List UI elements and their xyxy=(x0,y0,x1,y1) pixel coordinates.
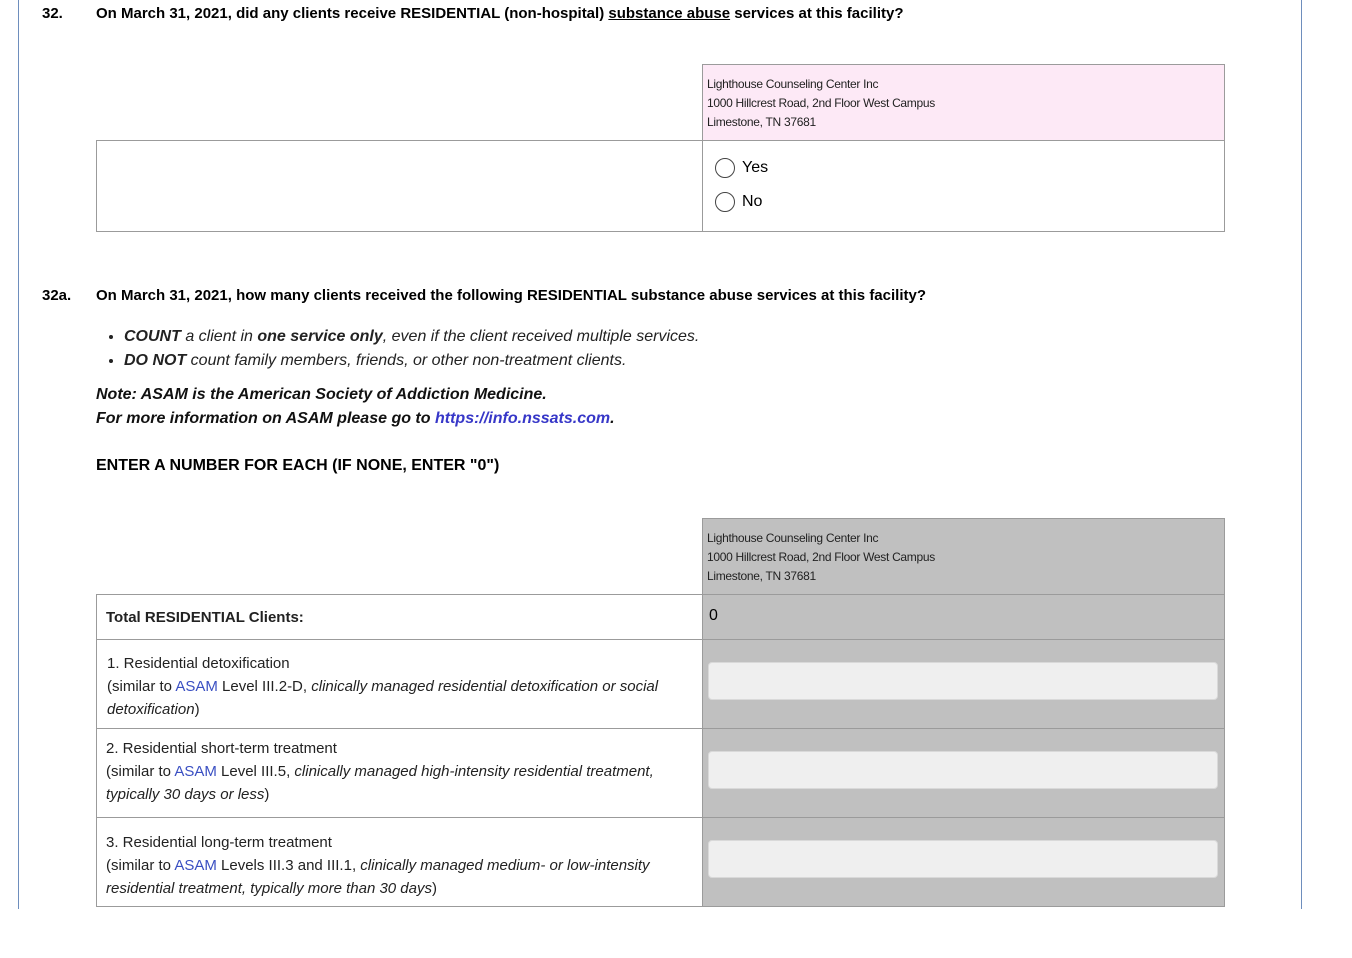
question-32-answer-cell xyxy=(702,140,1225,232)
asam-note-line2 xyxy=(96,407,615,431)
residential-long-term-input[interactable] xyxy=(708,840,1218,878)
facility-name: Lighthouse Counseling Center Inc xyxy=(707,77,879,91)
question-32-text xyxy=(96,5,904,22)
facility-address: 1000 Hillcrest Road, 2nd Floor West Campus xyxy=(707,96,935,110)
question-32-label-cell xyxy=(96,140,703,232)
substance-abuse-link[interactable]: substance abuse xyxy=(608,5,731,22)
radio-yes[interactable] xyxy=(715,158,768,178)
row3-italic: clinically managed medium- or low-intensity residential treatment, typically more than 30 days xyxy=(106,857,650,897)
count-bold: COUNT xyxy=(124,328,181,345)
radio-no[interactable] xyxy=(715,192,762,212)
residential-long-term-title: 3. Residential long-term treatment xyxy=(106,834,332,851)
question-32-prefix: On March 31, 2021, did any clients receive RESIDENTIAL (non-hospital) xyxy=(96,5,609,22)
question-32a-text: On March 31, 2021, how many clients received the following RESIDENTIAL substance abuse services at this facility? xyxy=(96,287,926,304)
residential-long-term-value-cell xyxy=(702,817,1225,907)
row3-level: Levels III.3 and III.1, xyxy=(216,857,361,874)
nssats-link[interactable]: https://info.nssats.com xyxy=(434,410,611,427)
residential-detox-value-cell xyxy=(702,639,1225,729)
asam-link[interactable]: ASAM xyxy=(174,857,217,874)
residential-detox-label xyxy=(96,639,703,729)
radio-no-circle[interactable] xyxy=(715,192,735,212)
residential-short-term-value-cell xyxy=(702,728,1225,818)
asam-note-line1: Note: ASAM is the American Society of Addiction Medicine. xyxy=(96,386,547,403)
question-32a-number: 32a. xyxy=(42,287,72,304)
row2-italic: clinically managed high-intensity residential treatment, typically 30 days or less xyxy=(106,763,654,803)
facility-city: Limestone, TN 37681 xyxy=(707,115,816,129)
row1-italic: clinically managed residential detoxification or social detoxification xyxy=(107,678,659,718)
radio-yes-label[interactable]: Yes xyxy=(742,159,769,176)
row2-pre: (similar to xyxy=(106,763,175,780)
facility-city: Limestone, TN 37681 xyxy=(707,569,816,583)
facility-header-32a xyxy=(702,518,1225,595)
row1-level: Level III.2-D, xyxy=(217,678,312,695)
asam-note-suffix: . xyxy=(610,410,615,427)
total-residential-value: 0 xyxy=(709,607,718,624)
row1-post: ) xyxy=(194,701,200,718)
instruction-do-not xyxy=(124,349,699,373)
asam-note xyxy=(96,383,615,431)
residential-detox-title: 1. Residential detoxification xyxy=(107,655,290,672)
row1-pre: (similar to xyxy=(107,678,176,695)
one-service-bold: one service only xyxy=(257,328,383,345)
question-32-number: 32. xyxy=(42,5,63,22)
residential-detox-input[interactable] xyxy=(708,662,1218,700)
do-not-bold: DO NOT xyxy=(124,352,187,369)
row3-post: ) xyxy=(432,880,437,897)
residential-detox-desc xyxy=(107,675,693,721)
facility-header-32 xyxy=(702,64,1225,141)
asam-note-prefix: For more information on ASAM please go to xyxy=(96,410,435,427)
radio-no-label[interactable]: No xyxy=(742,193,763,210)
total-residential-label: Total RESIDENTIAL Clients: xyxy=(96,594,703,640)
do-not-rest: count family members, friends, or other non-treatment clients. xyxy=(186,352,627,369)
question-32-suffix: services at this facility? xyxy=(730,5,904,22)
count-rest: , even if the client received multiple services. xyxy=(382,328,700,345)
residential-long-term-desc xyxy=(106,854,693,900)
instruction-list xyxy=(104,325,699,373)
residential-short-term-input[interactable] xyxy=(708,751,1218,789)
residential-short-term-desc xyxy=(106,760,693,806)
residential-long-term-label xyxy=(96,817,703,907)
residential-short-term-label xyxy=(96,728,703,818)
row3-pre: (similar to xyxy=(106,857,175,874)
asam-link[interactable]: ASAM xyxy=(174,763,217,780)
enter-instruction: ENTER A NUMBER FOR EACH (IF NONE, ENTER "0") xyxy=(96,457,500,474)
facility-name: Lighthouse Counseling Center Inc xyxy=(707,531,879,545)
row2-post: ) xyxy=(264,786,270,803)
instruction-count xyxy=(124,325,699,349)
residential-short-term-title: 2. Residential short-term treatment xyxy=(106,740,337,757)
asam-link[interactable]: ASAM xyxy=(175,678,218,695)
radio-yes-circle[interactable] xyxy=(715,158,735,178)
row2-level: Level III.5, xyxy=(216,763,295,780)
facility-address: 1000 Hillcrest Road, 2nd Floor West Campus xyxy=(707,550,935,564)
total-residential-value-cell xyxy=(702,594,1225,640)
count-mid: a client in xyxy=(180,328,258,345)
